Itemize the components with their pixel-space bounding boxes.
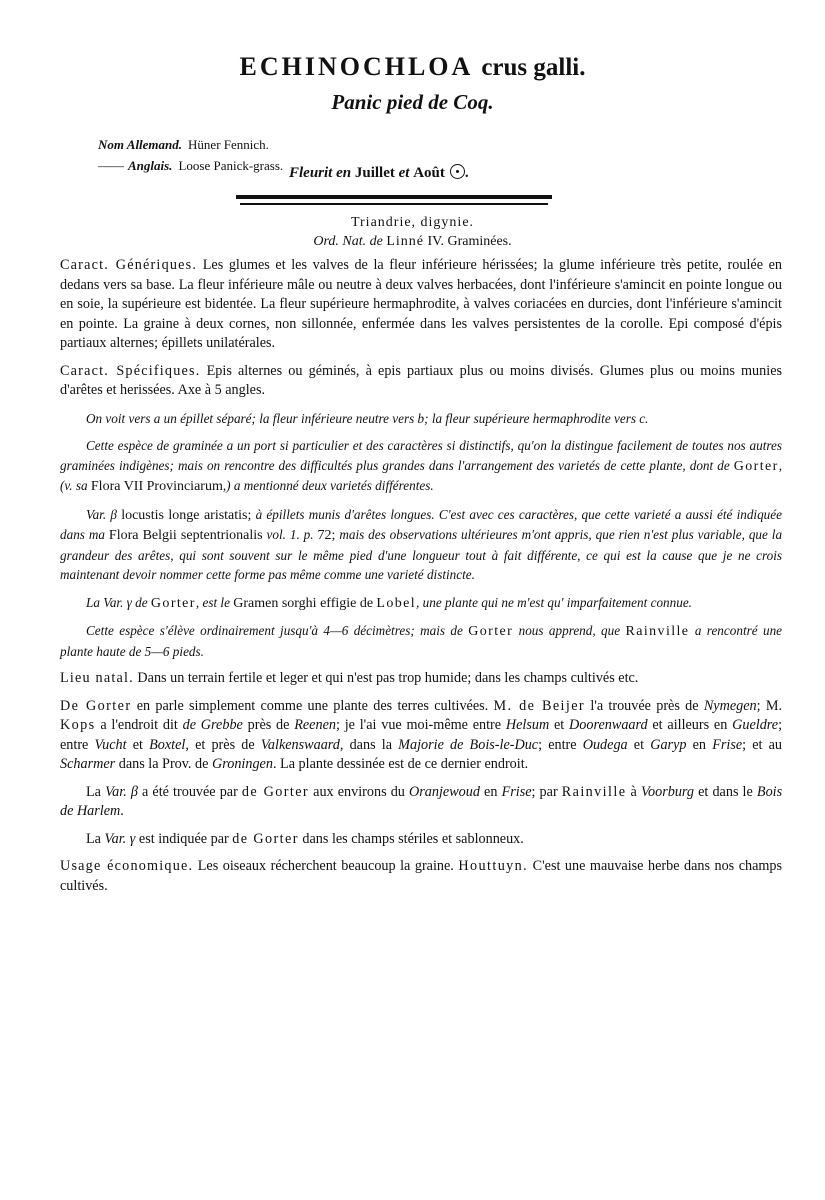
common-names — [98, 134, 283, 176]
description-body — [60, 256, 782, 904]
german-name-row — [98, 134, 283, 155]
p9-reenen: Reenen — [294, 717, 336, 733]
generic-heading: Caract. Génériques. — [60, 257, 198, 273]
p9-helsum: Helsum — [505, 717, 550, 733]
p9-q: dans la Prov. de — [118, 756, 209, 772]
p9-m: ; entre — [538, 736, 577, 753]
german-value: Hüner Fennich. — [188, 137, 269, 152]
paragraph-varieties-intro — [60, 436, 782, 497]
habitat-text: Dans un terrain fertile et leger et qui n'est pas trop humide; dans les champs cultivés etc. — [137, 670, 639, 686]
p10-bois: Bois de Harlem — [60, 783, 783, 819]
p10-d: en — [484, 783, 498, 800]
p7-c: a rencontré une plante haute de 5—6 pieds. — [60, 623, 783, 659]
p4-c: ,) a mentionné deux varietés différentes. — [222, 478, 434, 493]
paragraph-var-beta-locality — [60, 783, 782, 822]
p7-b: nous apprend, que — [518, 623, 621, 638]
p7-rainville: Rainville — [625, 624, 690, 639]
p9-gorter: De Gorter — [60, 697, 132, 714]
specific-heading: Caract. Spécifiques. — [60, 362, 201, 379]
p9-o: en — [692, 736, 707, 753]
p9-c: ; M. — [756, 697, 783, 714]
p10-e: ; par — [531, 783, 558, 800]
p6-c: , une plante qui ne m'est qu' imparfaitement connue. — [416, 594, 692, 610]
p9-vucht: Vucht — [94, 736, 127, 753]
p9-grebbe: de Grebbe — [182, 717, 243, 733]
p10-var: Var. β — [105, 783, 138, 800]
title-genus: ECHINOCHLOA — [239, 52, 474, 81]
p9-groningen: Groningen — [211, 756, 273, 772]
paragraph-habitat — [60, 669, 782, 689]
p6-gorter: Gorter — [150, 595, 196, 611]
p4-a: Cette espèce de graminée a un port si particulier et des caractères si distinctifs, qu'on la distingue facilement de toutes nos autres graminées indigènes; mais on rencontre des difficultés plus grandes dans l'arrangement des varietés de cette plante, dont de — [60, 438, 782, 473]
order-rest: IV. Graminées. — [427, 234, 512, 249]
french-name: Panic pied de Coq. — [331, 90, 494, 114]
english-name-row — [98, 155, 283, 176]
p9-kops: Kops — [60, 717, 96, 733]
p9-frise: Frise — [712, 736, 743, 753]
english-value: Loose Panick-grass. — [178, 158, 284, 173]
p9-b: l'a trouvée près de — [590, 697, 699, 714]
flowering-and: et — [398, 165, 410, 181]
p5-b: à épillets munis d'arêtes longues. C'est avec ces caractères, que cette varieté a aussi été indiquée dans ma — [60, 506, 782, 542]
paragraph-figure-note: On voit vers a un épillet séparé; la fleur inférieure neutre vers b; la fleur supérieure hermaphrodite vers c. — [86, 410, 649, 426]
habitat-heading: Lieu natal. — [60, 670, 134, 686]
ord-label: Ord. Nat. de — [313, 234, 383, 249]
german-label: Nom Allemand. — [98, 137, 183, 152]
flowering-month-b: Août — [413, 165, 445, 181]
divider-thin — [240, 203, 548, 205]
p11-var: Var. γ — [104, 830, 136, 847]
title-species: crus galli. — [481, 54, 586, 81]
p9-r: . La plante dessinée est de ce dernier endroit. — [272, 756, 529, 772]
p5-c: mais des observations ultérieures m'ont appris, que rien n'est plus variable, que la grandeur des arêtes, qui sont souvent sur le même pied d'une longueur tout à fait différente, ce qui est la cause que je ne crois maintenant devoir nommer cette forme pas même comme une varieté distincte. — [60, 527, 783, 582]
english-label: Anglais. — [128, 158, 173, 173]
p9-j: et — [132, 736, 143, 753]
p9-boxtel: Boxtel — [149, 736, 186, 753]
specific-text: Epis alternes ou géminés, à epis partiaux plus ou moins divisés. Glumes plus ou moins munies d'arêtes et herissées. Axe à 5 angles. — [60, 362, 783, 398]
p10-b: a été trouvée par — [142, 783, 238, 800]
p6-a: La Var. γ de — [86, 594, 148, 610]
p9-n: et — [633, 736, 645, 753]
p4-b: , (v. sa — [60, 457, 782, 493]
p9-a: en parle simplement comme une plante des terres cultivées. — [136, 697, 489, 714]
p10-oranjewoud: Oranjewoud — [409, 783, 480, 800]
paragraph-var-gamma — [60, 593, 782, 614]
natural-order-line — [0, 234, 825, 250]
p9-i: ; entre — [60, 717, 783, 753]
p9-valkenswaard: Valkenswaard — [260, 736, 340, 753]
p10-frise: Frise — [501, 783, 532, 800]
paragraph-generic — [60, 256, 782, 354]
p7-a: Cette espèce s'élève ordinairement jusqu'à 4—6 décimètres; mais de — [86, 623, 463, 638]
p5-flora: Flora Belgii septentrionalis — [108, 528, 263, 543]
p9-d: a l'endroit dit — [100, 717, 178, 733]
p10-a: La — [86, 783, 101, 800]
p10-c: aux environs du — [313, 783, 405, 800]
p9-f: ; je l'ai vue moi-même entre — [335, 717, 502, 733]
p9-k: , et près de — [185, 736, 255, 753]
p5-a: locustis longe aristatis; — [121, 507, 252, 523]
classification-line: Triandrie, digynie. — [350, 215, 475, 230]
p4-gorter: Gorter — [733, 458, 779, 474]
flowering-line: Fleurit en Juillet et Août . — [289, 165, 469, 181]
p9-gueldre: Gueldre — [732, 717, 779, 733]
p4-flora: Flora VII Provinciarum — [90, 479, 223, 494]
perennial-symbol-icon — [450, 164, 465, 179]
p11-b: est indiquée par — [138, 830, 229, 847]
p6-lobel: Lobel — [376, 595, 417, 611]
p9-oudega: Oudega — [582, 736, 628, 753]
p11-a: La — [86, 830, 101, 847]
p10-f: à — [630, 783, 637, 800]
usage-houttuyn: Houttuyn. — [458, 858, 529, 874]
flowering-month-a: Juillet — [354, 165, 395, 181]
p5-var: Var. β — [86, 506, 117, 522]
p9-beijer: M. de Beijer — [493, 697, 586, 714]
paragraph-height — [60, 621, 782, 661]
paragraph-specific — [60, 362, 782, 401]
page-title — [0, 52, 825, 82]
p9-g: et — [554, 717, 565, 733]
paragraph-var-gamma-locality — [60, 830, 782, 850]
p10-h: . — [120, 803, 124, 819]
generic-text: Les glumes et les valves de la fleur inférieure hérissées; la glume inférieure très petite, roulée en dedans vers sa base. La fleur inférieure mâle ou neutre à deux valves herbacées, dont l'inférieure s'amincit en pointe longue ou en soie, la supérieure est bidentée. La fleur supérieure hermaphrodite, à valves coriacées en durcies, dont l'inférieure s'amincit en pointe. La graine à deux cornes, non sillonnée, enfermée dans les valves persistentes de la corolle. Epi composé d'épis partiaux alternes; épillets unilatérales. — [60, 257, 782, 351]
p5-vol: vol. 1. p. — [266, 527, 314, 542]
p9-nymegen: Nymegen — [703, 697, 757, 714]
paragraph-usage — [60, 857, 782, 896]
p9-garyp: Garyp — [650, 736, 687, 753]
p9-doorenwaard: Doorenwaard — [569, 717, 648, 733]
flowering-label: Fleurit en — [289, 165, 352, 181]
usage-a: Les oiseaux récherchent beaucoup la graine. — [197, 858, 454, 874]
usage-b: C'est une mauvaise herbe dans nos champs cultivés. — [60, 858, 783, 894]
p9-e: près de — [247, 717, 290, 733]
p9-p: ; et au — [742, 736, 783, 753]
divider-thick — [236, 195, 552, 199]
paragraph-var-beta — [60, 505, 782, 585]
usage-heading: Usage économique. — [60, 858, 194, 874]
p9-l: , dans la — [339, 736, 392, 753]
p10-rainville: Rainville — [561, 783, 627, 800]
p10-g: et dans le — [698, 783, 753, 800]
linne-name: Linné — [386, 234, 425, 249]
p6-gramen: Gramen sorghi effigie de — [233, 595, 374, 611]
p5-num: 72; — [317, 528, 336, 543]
p6-b: , est le — [195, 594, 230, 610]
p9-majorie: Majorie de Bois-le-Duc — [398, 736, 539, 753]
p7-gorter: Gorter — [468, 624, 514, 639]
p10-voorburg: Voorburg — [640, 783, 695, 800]
p11-gorter: de Gorter — [232, 830, 299, 847]
p11-c: dans les champs stériles et sablonneux. — [302, 830, 524, 847]
p10-gorter: de Gorter — [241, 783, 310, 800]
paragraph-localities — [60, 697, 782, 775]
p9-scharmer: Scharmer — [60, 756, 116, 772]
p9-h: et ailleurs en — [652, 717, 728, 733]
english-dash: —— — [98, 158, 124, 173]
